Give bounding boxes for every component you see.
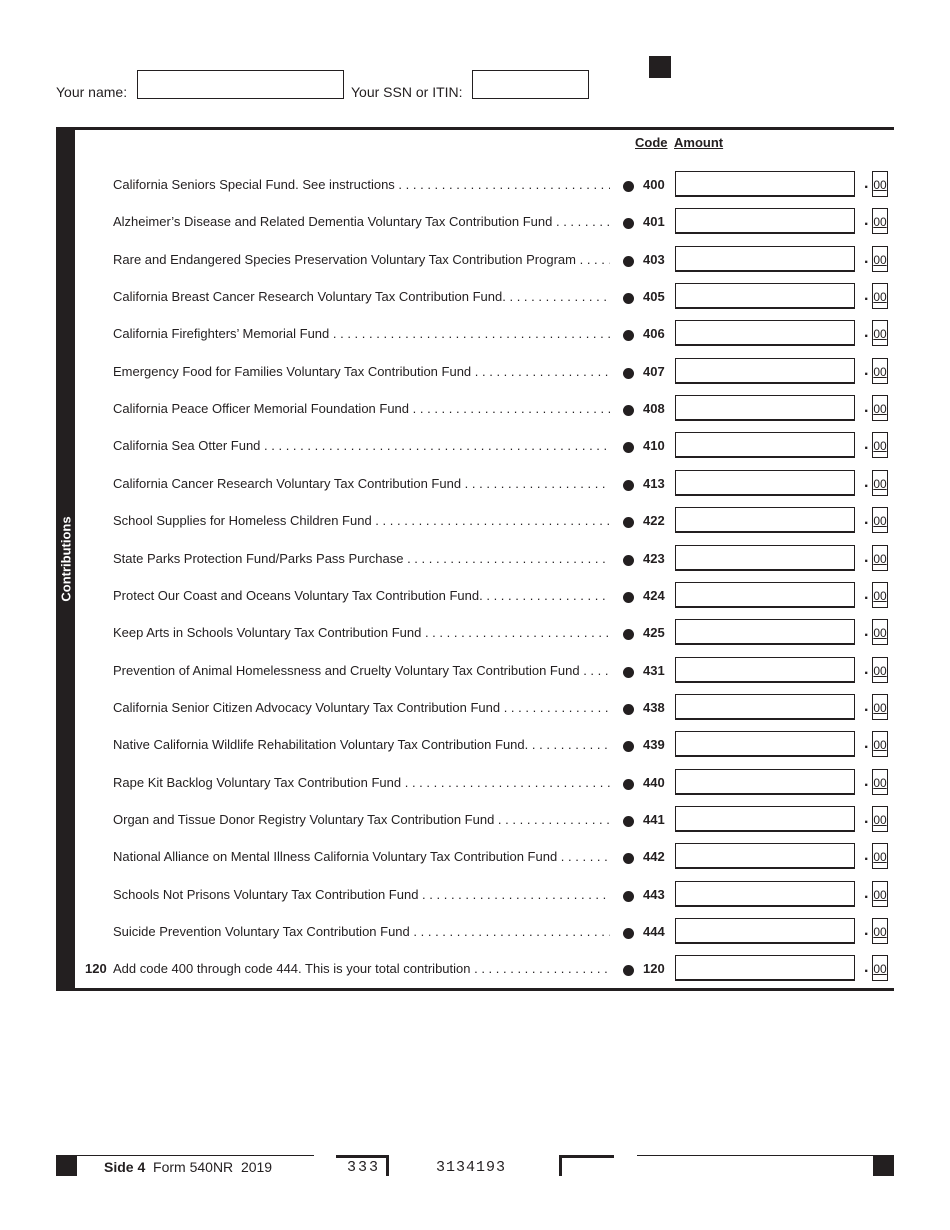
- decimal-point: .: [864, 698, 869, 715]
- bullet-icon: [623, 779, 634, 790]
- ssn-label: Your SSN or ITIN:: [351, 84, 463, 100]
- amount-input[interactable]: [675, 171, 855, 197]
- decimal-point: .: [864, 735, 869, 752]
- amount-input[interactable]: [675, 918, 855, 944]
- decimal-point: .: [864, 773, 869, 790]
- bullet-icon: [623, 555, 634, 566]
- bullet-icon: [623, 891, 634, 902]
- amount-input[interactable]: [675, 806, 855, 832]
- contribution-row: [0, 955, 950, 983]
- contribution-label: California Breast Cancer Research Voluntary Tax Contribution Fund. . . .: [113, 289, 610, 304]
- footer-code-short: 333: [347, 1159, 381, 1176]
- cents-field[interactable]: 00: [872, 246, 888, 272]
- contribution-code: 444: [643, 924, 665, 939]
- bullet-icon: [623, 629, 634, 640]
- cents-field[interactable]: 00: [872, 694, 888, 720]
- contribution-code: 410: [643, 438, 665, 453]
- contribution-code: 443: [643, 887, 665, 902]
- cents-field[interactable]: 00: [872, 171, 888, 197]
- contribution-code: 407: [643, 364, 665, 379]
- registration-mark: [649, 56, 671, 78]
- decimal-point: .: [864, 399, 869, 416]
- bullet-icon: [623, 480, 634, 491]
- contribution-label: California Senior Citizen Advocacy Voluntary Tax Contribution Fund . . .: [113, 700, 610, 715]
- decimal-point: .: [864, 436, 869, 453]
- contribution-label: California Cancer Research Voluntary Tax Contribution Fund . . .: [113, 476, 610, 491]
- decimal-point: .: [864, 959, 869, 976]
- cents-field[interactable]: 00: [872, 395, 888, 421]
- contribution-label: Emergency Food for Families Voluntary Tax Contribution Fund . . .: [113, 364, 610, 379]
- footer-rule-right: [637, 1155, 874, 1156]
- bullet-icon: [623, 368, 634, 379]
- bullet-icon: [623, 256, 634, 267]
- contribution-code: 431: [643, 663, 665, 678]
- amount-input[interactable]: [675, 582, 855, 608]
- contribution-code: 440: [643, 775, 665, 790]
- contribution-code: 120: [643, 961, 665, 976]
- contribution-label: Native California Wildlife Rehabilitation Voluntary Tax Contribution Fund. . . .: [113, 737, 610, 752]
- contribution-row: [0, 283, 950, 311]
- contribution-row: [0, 657, 950, 685]
- footer-registration-mark-right: [873, 1155, 894, 1176]
- contribution-row: [0, 507, 950, 535]
- contribution-label: School Supplies for Homeless Children Fund . . .: [113, 513, 610, 528]
- contribution-row: [0, 395, 950, 423]
- contribution-row: [0, 432, 950, 460]
- contribution-label: Rape Kit Backlog Voluntary Tax Contribution Fund . . .: [113, 775, 610, 790]
- bullet-icon: [623, 592, 634, 603]
- contribution-label: California Firefighters’ Memorial Fund . . .: [113, 326, 610, 341]
- contribution-row: [0, 769, 950, 797]
- bullet-icon: [623, 928, 634, 939]
- contribution-code: 400: [643, 177, 665, 192]
- amount-input[interactable]: [675, 320, 855, 346]
- line-number: 120: [85, 961, 107, 976]
- footer-side: Side 4: [104, 1159, 146, 1175]
- contribution-label: Protect Our Coast and Oceans Voluntary Tax Contribution Fund. . . .: [113, 588, 610, 603]
- amount-input[interactable]: [675, 881, 855, 907]
- decimal-point: .: [864, 810, 869, 827]
- contribution-code: 442: [643, 849, 665, 864]
- contribution-row: [0, 470, 950, 498]
- decimal-point: .: [864, 549, 869, 566]
- contribution-label: Add code 400 through code 444. This is your total contribution . . .: [113, 961, 610, 976]
- contribution-label: Keep Arts in Schools Voluntary Tax Contribution Fund . . .: [113, 625, 610, 640]
- cents-field[interactable]: 00: [872, 806, 888, 832]
- contribution-row: [0, 582, 950, 610]
- footer-registration-mark-left: [56, 1155, 77, 1176]
- bullet-icon: [623, 293, 634, 304]
- amount-input[interactable]: [675, 955, 855, 981]
- contribution-row: [0, 619, 950, 647]
- amount-input[interactable]: [675, 769, 855, 795]
- bullet-icon: [623, 517, 634, 528]
- cents-field[interactable]: 00: [872, 358, 888, 384]
- contribution-row: [0, 806, 950, 834]
- contribution-label: California Peace Officer Memorial Foundation Fund . . .: [113, 401, 610, 416]
- contribution-label: Prevention of Animal Homelessness and Cruelty Voluntary Tax Contribution Fund . . .: [113, 663, 610, 678]
- contribution-label: Schools Not Prisons Voluntary Tax Contribution Fund . . .: [113, 887, 610, 902]
- bullet-icon: [623, 181, 634, 192]
- amount-input[interactable]: [675, 843, 855, 869]
- amount-input[interactable]: [675, 358, 855, 384]
- cents-field[interactable]: 00: [872, 619, 888, 645]
- contribution-code: 406: [643, 326, 665, 341]
- cents-field[interactable]: 00: [872, 320, 888, 346]
- bullet-icon: [623, 853, 634, 864]
- amount-input[interactable]: [675, 731, 855, 757]
- contribution-row: [0, 246, 950, 274]
- bullet-icon: [623, 218, 634, 229]
- footer-year: 2019: [240, 1159, 273, 1175]
- cents-field[interactable]: 00: [872, 470, 888, 496]
- amount-input[interactable]: [675, 545, 855, 571]
- cents-field[interactable]: 00: [872, 918, 888, 944]
- contribution-code: 413: [643, 476, 665, 491]
- decimal-point: .: [864, 511, 869, 528]
- bullet-icon: [623, 704, 634, 715]
- decimal-point: .: [864, 324, 869, 341]
- contribution-label: Rare and Endangered Species Preservation Voluntary Tax Contribution Program . . .: [113, 252, 610, 267]
- contribution-code: 441: [643, 812, 665, 827]
- cents-field[interactable]: 00: [872, 843, 888, 869]
- footer-corner-mark: [559, 1155, 614, 1176]
- name-input[interactable]: [137, 70, 344, 99]
- footer-form: Form 540NR: [153, 1159, 234, 1175]
- contribution-row: [0, 171, 950, 199]
- cents-field[interactable]: 00: [872, 545, 888, 571]
- ssn-input[interactable]: [472, 70, 589, 99]
- decimal-point: .: [864, 623, 869, 640]
- contribution-code: 403: [643, 252, 665, 267]
- contribution-label: Alzheimer’s Disease and Related Dementia Voluntary Tax Contribution Fund . . .: [113, 214, 610, 229]
- footer-form-id: [104, 1159, 272, 1175]
- contribution-row: [0, 881, 950, 909]
- contribution-label: California Seniors Special Fund. See instructions . . .: [113, 177, 610, 192]
- cents-field[interactable]: 00: [872, 881, 888, 907]
- contribution-row: [0, 843, 950, 871]
- amount-input[interactable]: [675, 283, 855, 309]
- cents-field[interactable]: 00: [872, 955, 888, 981]
- amount-input[interactable]: [675, 432, 855, 458]
- cents-field[interactable]: 00: [872, 432, 888, 458]
- contribution-label: California Sea Otter Fund . . .: [113, 438, 610, 453]
- decimal-point: .: [864, 362, 869, 379]
- contribution-code: 425: [643, 625, 665, 640]
- bullet-icon: [623, 330, 634, 341]
- contribution-code: 405: [643, 289, 665, 304]
- contribution-row: [0, 918, 950, 946]
- code-column-header: Code: [635, 135, 668, 150]
- decimal-point: .: [864, 847, 869, 864]
- bullet-icon: [623, 667, 634, 678]
- amount-input[interactable]: [675, 208, 855, 234]
- amount-input[interactable]: [675, 694, 855, 720]
- amount-input[interactable]: [675, 657, 855, 683]
- bullet-icon: [623, 965, 634, 976]
- contribution-label: State Parks Protection Fund/Parks Pass Purchase . . .: [113, 551, 610, 566]
- section-title: Contributions: [58, 516, 74, 602]
- contribution-row: [0, 545, 950, 573]
- decimal-point: .: [864, 474, 869, 491]
- contribution-row: [0, 320, 950, 348]
- contribution-code: 422: [643, 513, 665, 528]
- cents-field[interactable]: 00: [872, 582, 888, 608]
- bullet-icon: [623, 405, 634, 416]
- cents-field[interactable]: 00: [872, 657, 888, 683]
- decimal-point: .: [864, 885, 869, 902]
- cents-field[interactable]: 00: [872, 731, 888, 757]
- decimal-point: .: [864, 287, 869, 304]
- cents-field[interactable]: 00: [872, 507, 888, 533]
- amount-input[interactable]: [675, 619, 855, 645]
- bottom-rule: [75, 988, 894, 991]
- decimal-point: .: [864, 922, 869, 939]
- amount-input[interactable]: [675, 507, 855, 533]
- decimal-point: .: [864, 250, 869, 267]
- contribution-row: [0, 208, 950, 236]
- decimal-point: .: [864, 212, 869, 229]
- name-label: Your name:: [56, 84, 128, 100]
- cents-field[interactable]: 00: [872, 283, 888, 309]
- cents-field[interactable]: 00: [872, 208, 888, 234]
- top-rule: [75, 127, 894, 130]
- contribution-label: National Alliance on Mental Illness California Voluntary Tax Contribution Fund . . .: [113, 849, 610, 864]
- contribution-code: 438: [643, 700, 665, 715]
- decimal-point: .: [864, 586, 869, 603]
- decimal-point: .: [864, 661, 869, 678]
- contribution-code: 401: [643, 214, 665, 229]
- contribution-label: Organ and Tissue Donor Registry Voluntary Tax Contribution Fund . . .: [113, 812, 610, 827]
- decimal-point: .: [864, 175, 869, 192]
- amount-input[interactable]: [675, 470, 855, 496]
- contribution-row: [0, 358, 950, 386]
- contribution-row: [0, 731, 950, 759]
- contribution-code: 423: [643, 551, 665, 566]
- contribution-code: 424: [643, 588, 665, 603]
- bullet-icon: [623, 816, 634, 827]
- amount-input[interactable]: [675, 246, 855, 272]
- contribution-code: 439: [643, 737, 665, 752]
- contribution-row: [0, 694, 950, 722]
- cents-field[interactable]: 00: [872, 769, 888, 795]
- amount-column-header: Amount: [674, 135, 724, 150]
- bullet-icon: [623, 442, 634, 453]
- footer-code-long: 3134193: [436, 1159, 507, 1176]
- bullet-icon: [623, 741, 634, 752]
- contribution-code: 408: [643, 401, 665, 416]
- contribution-label: Suicide Prevention Voluntary Tax Contribution Fund . . .: [113, 924, 610, 939]
- amount-input[interactable]: [675, 395, 855, 421]
- footer-rule-left: [77, 1155, 314, 1156]
